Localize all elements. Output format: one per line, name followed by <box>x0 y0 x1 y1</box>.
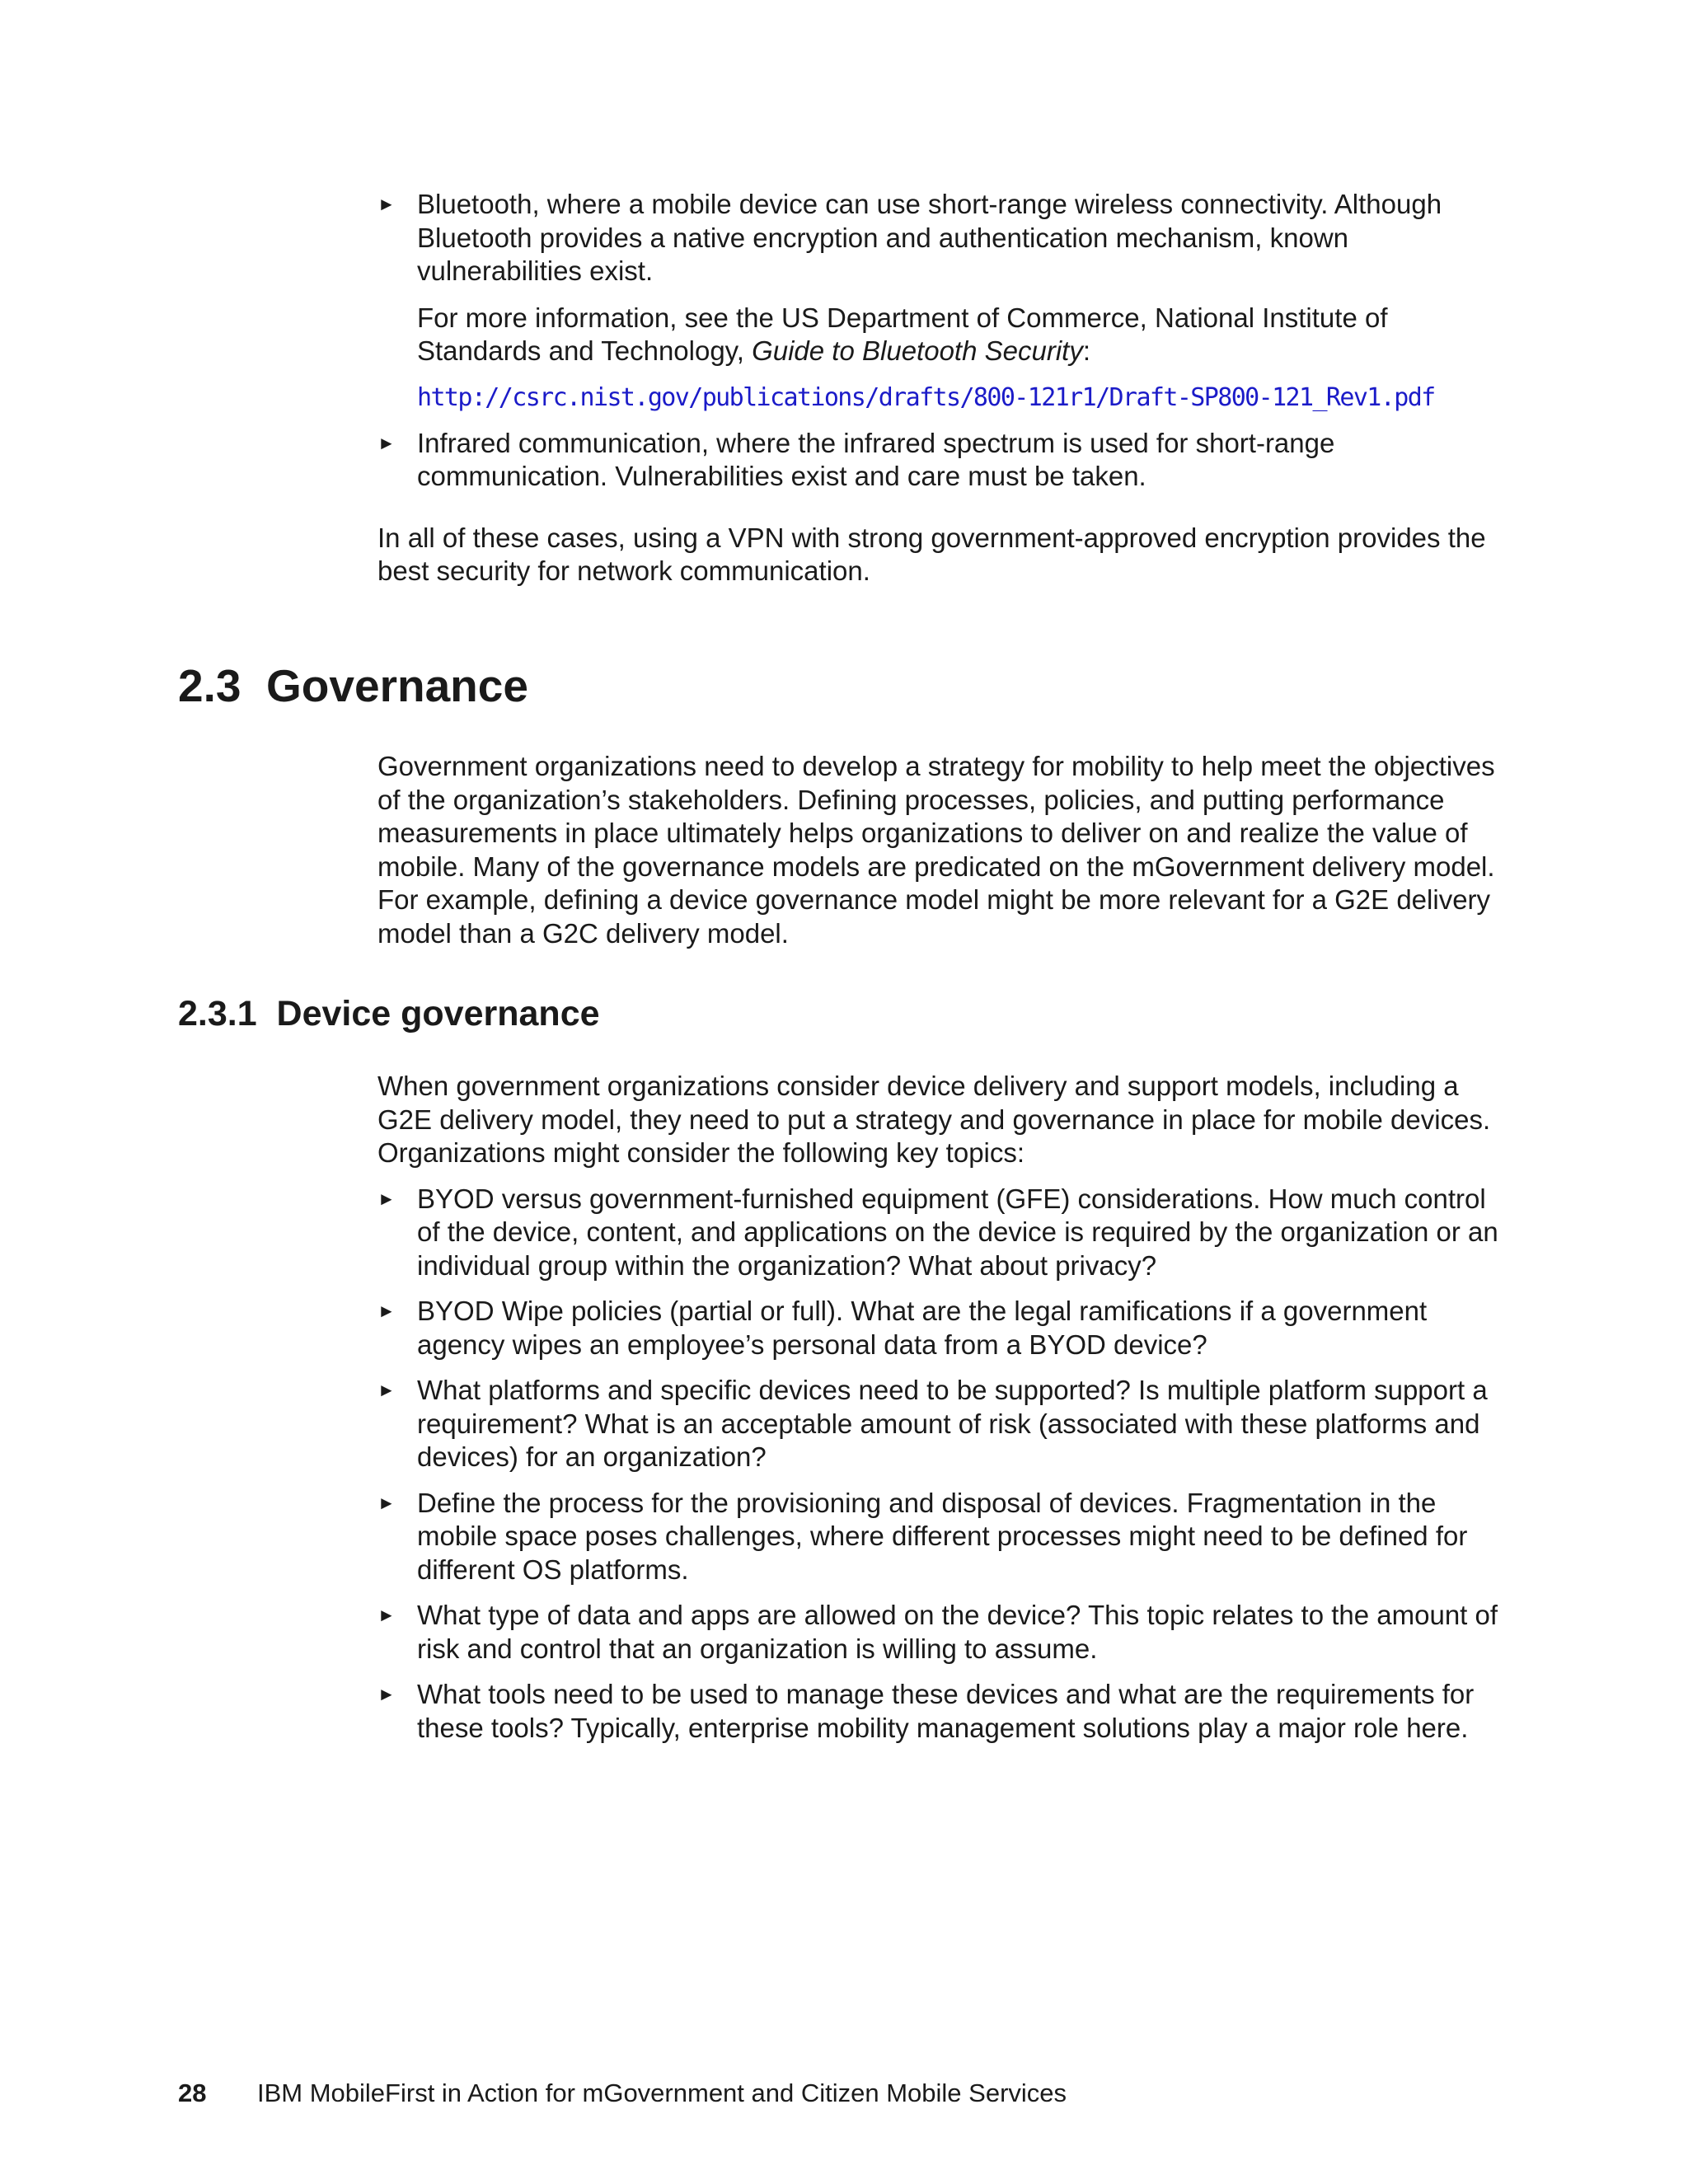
triangle-right-icon: ► <box>377 432 396 453</box>
subsection-title: Device governance <box>276 994 600 1033</box>
section-heading-governance <box>178 659 528 712</box>
bullet-infrared <box>377 427 1515 494</box>
device-governance-body <box>377 1070 1515 1745</box>
list-item <box>377 1678 1515 1745</box>
summary-paragraph: In all of these cases, using a VPN with strong government-approved encryption provides the best security for network communication. <box>377 522 1486 586</box>
list-item-text: What platforms and specific devices need to be supported? Is multiple platform support a requirement? What is an acceptable amount of risk (associated with these platforms and devices) for an organization? <box>417 1375 1488 1472</box>
section-number: 2.3 <box>178 660 241 711</box>
bullet-text: Infrared communication, where the infrared spectrum is used for short-range communication. Vulnerabilities exist and care must be taken. <box>417 427 1335 491</box>
page-number: 28 <box>178 2079 207 2107</box>
list-item-text: Define the process for the provisioning and disposal of devices. Fragmentation in the mobile space poses challenges, where different processes might need to be defined for different OS platforms. <box>417 1487 1468 1585</box>
subsection-heading-device-governance <box>178 994 600 1034</box>
bullet-text: Bluetooth, where a mobile device can use short-range wireless connectivity. Although Bluetooth provides a native encryption and authentication mechanism, known vulnerabilities exist. <box>417 189 1442 286</box>
list-item <box>377 1487 1515 1587</box>
list-item-text: BYOD versus government-furnished equipment (GFE) considerations. How much control of the device, content, and applications on the device is required by the organization or an individual group within the organization? What about privacy? <box>417 1183 1498 1281</box>
list-item <box>377 1183 1515 1283</box>
reference-title: Guide to Bluetooth Security <box>752 335 1083 366</box>
triangle-right-icon: ► <box>377 194 396 214</box>
list-item <box>377 1599 1515 1666</box>
list-item-text: BYOD Wipe policies (partial or full). What are the legal ramifications if a government agency wipes an employee’s personal data from a BYOD device? <box>417 1296 1428 1360</box>
triangle-right-icon: ► <box>377 1684 396 1704</box>
list-item-text: What type of data and apps are allowed on the device? This topic relates to the amount of risk and control that an organization is willing to assume. <box>417 1600 1498 1664</box>
page-footer <box>178 2079 1067 2108</box>
section-title: Governance <box>266 660 528 711</box>
triangle-right-icon: ► <box>377 1188 396 1209</box>
book-title: IBM MobileFirst in Action for mGovernment and Citizen Mobile Services <box>257 2079 1067 2107</box>
subsection-number: 2.3.1 <box>178 994 257 1033</box>
triangle-right-icon: ► <box>377 1301 396 1321</box>
governance-paragraph: Government organizations need to develop a strategy for mobility to help meet the objectives of the organization’s stakeholders. Defining processes, policies, and putting performance measurements in place ultimately helps organizations to deliver on and realize the value of mobile. Many of the governance models are predicated on the mGovernment delivery model. For example, defining a device governance model might be more relevant for a G2E delivery model than a G2C delivery model. <box>377 751 1495 949</box>
list-item <box>377 1295 1515 1361</box>
colon: : <box>1082 335 1090 366</box>
triangle-right-icon: ► <box>377 1605 396 1625</box>
more-info-paragraph <box>377 302 1515 368</box>
list-item <box>377 1374 1515 1474</box>
triangle-right-icon: ► <box>377 1380 396 1400</box>
list-item-text: What tools need to be used to manage these devices and what are the requirements for these tools? Typically, enterprise mobility management solutions play a major role here. <box>417 1679 1475 1743</box>
nist-link[interactable]: http://csrc.nist.gov/publications/drafts/800-121r1/Draft-SP800-121_Rev1.pdf <box>417 382 1435 412</box>
bullet-bluetooth <box>377 188 1515 288</box>
top-section <box>377 188 1515 588</box>
more-info-text: For more information, see the US Department of Commerce, National Institute of Standards and Technology, <box>417 302 1388 366</box>
intro-paragraph: When government organizations consider device delivery and support models, including a G2E delivery model, they need to put a strategy and governance in place for mobile devices. Organizations might consider the following key topics: <box>377 1071 1491 1168</box>
triangle-right-icon: ► <box>377 1492 396 1513</box>
